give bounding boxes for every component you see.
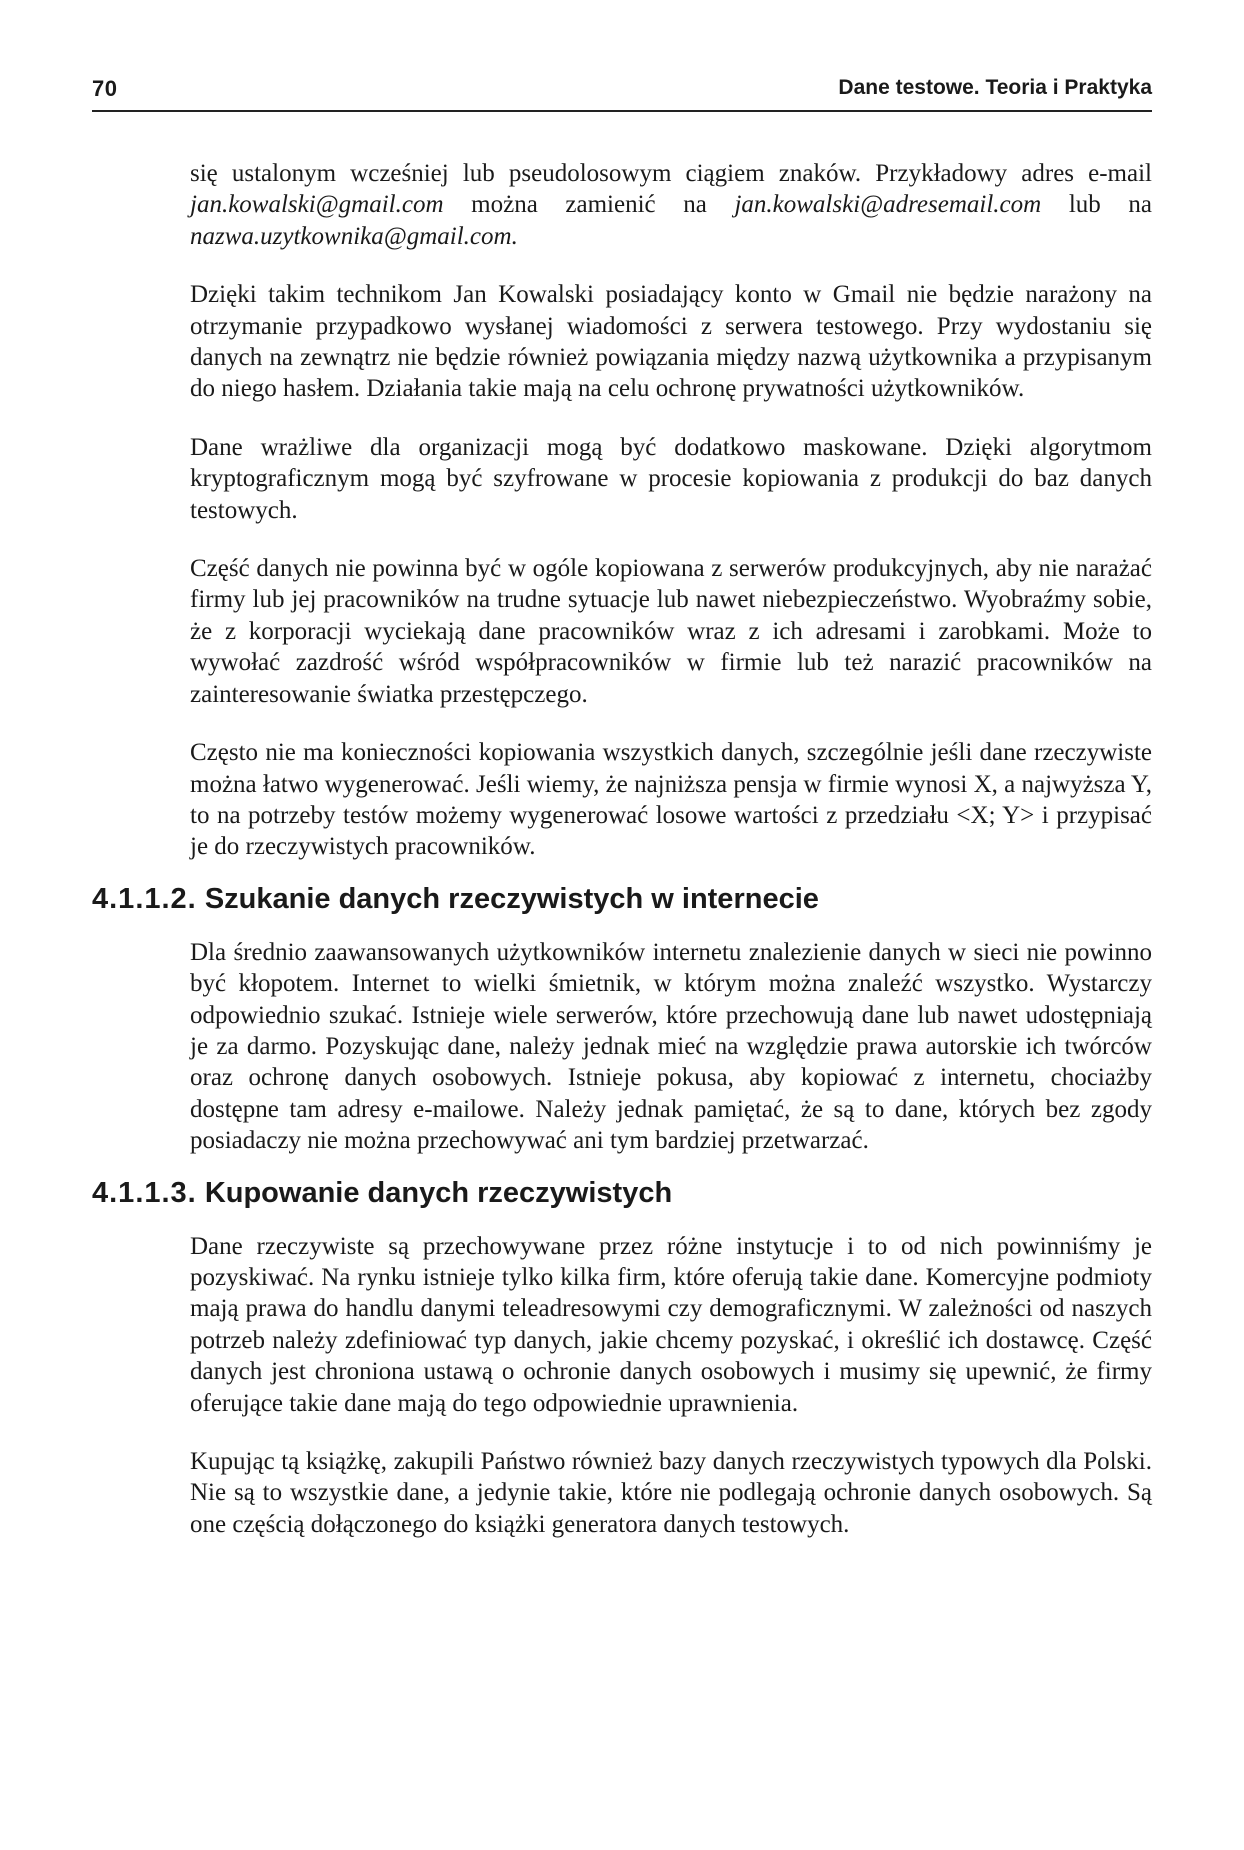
paragraph-text: można zamienić na: [443, 191, 735, 219]
section-number: 4.1.1.3.: [92, 1176, 197, 1209]
page-header: [92, 76, 1152, 112]
running-title: Dane testowe. Teoria i Praktyka: [838, 76, 1152, 99]
body-text: [92, 158, 1152, 1540]
paragraph-techniques: Dzięki takim technikom Jan Kowalski posiadający konto w Gmail nie będzie narażony na otrzymanie przypadkowo wysłanej wiadomości z serwera testowego. Przy wydostaniu się danych na zewnątrz nie będzie również powiązania między nazwą użytkownika a przypisanym do niego hasłem. Działania takie mają na celu ochronę prywatności użytkowników.: [190, 281, 1152, 403]
email-example: nazwa.uzytkownika@gmail.com.: [190, 222, 518, 250]
paragraph-buying: Dane rzeczywiste są przechowywane przez różne instytucje i to od nich powinniśmy je pozyskiwać. Na rynku istnieje tylko kilka firm, które oferują takie dane. Komercyjne podmioty mają prawa do handlu danymi teleadresowymi czy demograficznymi. W zależności od naszych potrzeb należy zdefiniować typ danych, jakie chcemy pozyskać, i określić ich dostawcę. Część danych jest chroniona ustawą o ochronie danych osobowych i musimy się upewnić, że firmy oferujące takie dane mają do tego odpowiednie uprawnienia.: [190, 1232, 1152, 1417]
paragraph-book-databases: Kupując tą książkę, zakupili Państwo również bazy danych rzeczywistych typowych dla Polski. Nie są to wszystkie dane, a jedynie takie, które nie podlegają ochronie danych osobowych. Są one częścią dołączonego do książki generatora danych testowych.: [190, 1448, 1152, 1538]
section-number: 4.1.1.2.: [92, 882, 197, 915]
paragraph-email-example: [190, 158, 1152, 252]
email-example: jan.kowalski@adresemail.com: [734, 191, 1042, 219]
paragraph-generate: Często nie ma konieczności kopiowania wszystkich danych, szczególnie jeśli dane rzeczywiste można łatwo wygenerować. Jeśli wiemy, że najniższa pensja w firmie wynosi X, a najwyższa Y, to na potrzeby testów możemy wygenerować losowe wartości z przedziału <X; Y> i przypisać je do rzeczywistych pracowników.: [190, 739, 1152, 861]
paragraph-internet: Dla średnio zaawansowanych użytkowników internetu znalezienie danych w sieci nie powinno być kłopotem. Internet to wielki śmietnik, w którym można znaleźć wszystko. Wystarczy odpowiednio szukać. Istnieje wiele serwerów, które przechowują dane lub nawet udostępniają je za darmo. Pozyskując dane, należy jednak mieć na względzie prawa autorskie ich twórców oraz ochronę danych osobowych. Istnieje pokusa, aby kopiować z internetu, chociażby dostępne tam adresy e-mailowe. Należy jednak pamiętać, że są to dane, których bez zgody posiadaczy nie można przechowywać ani tym bardziej przetwarzać.: [190, 938, 1152, 1155]
paragraph-masking: Dane wrażliwe dla organizacji mogą być dodatkowo maskowane. Dzięki algorytmom kryptograficznym mogą być szyfrowane w procesie kopiowania z produkcji do baz danych testowych.: [190, 433, 1152, 524]
section-title: Kupowanie danych rzeczywistych: [204, 1176, 673, 1209]
paragraph-no-copy: Część danych nie powinna być w ogóle kopiowana z serwerów produkcyjnych, aby nie narażać firmy lub jej pracowników na trudne sytuacje lub nawet niebezpieczeństwo. Wyobraźmy sobie, że z korporacji wyciekają dane pracowników wraz z ich adresami i zarobkami. Może to wywołać zazdrość wśród współpracowników w firmie lub też narazić pracowników na zainteresowanie światka przestępczego.: [190, 555, 1152, 708]
section-heading-buying: [92, 1175, 1152, 1211]
paragraph-text: lub na: [1041, 191, 1152, 219]
email-example: jan.kowalski@gmail.com: [190, 191, 444, 219]
paragraph-text: się ustalonym wcześniej lub pseudolosowym ciągiem znaków. Przykładowy adres e-mail: [190, 160, 1152, 187]
page-number: 70: [92, 76, 118, 101]
section-heading-internet: [92, 881, 1152, 917]
section-title: Szukanie danych rzeczywistych w internecie: [204, 882, 819, 915]
